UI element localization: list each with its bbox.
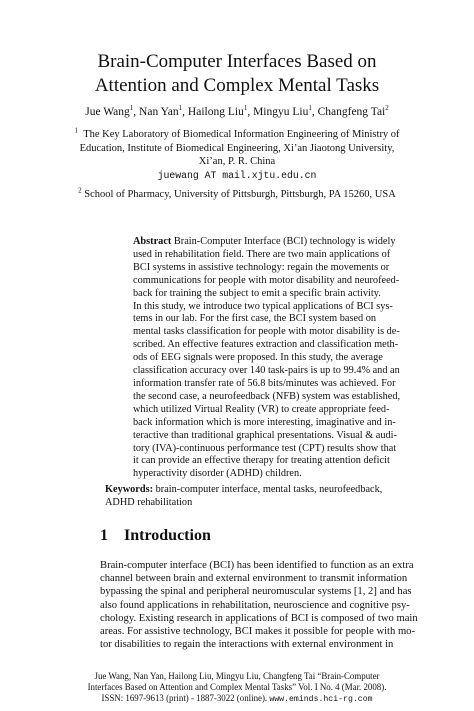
author: Nan Yan$^1$, xyxy=(139,104,188,118)
body-text xyxy=(100,559,442,651)
body-line: Brain-computer interface (BCI) has been identified to function as an extra xyxy=(100,560,414,571)
section-title: Introduction xyxy=(124,527,211,544)
author: Jue Wang$^1$, xyxy=(85,104,140,118)
section-heading xyxy=(100,527,211,545)
body-line: tor disabilities to regain the interactions with external environment in xyxy=(100,639,394,651)
paper-title xyxy=(0,50,474,98)
author: Changfeng Tai$^2$ xyxy=(317,104,389,118)
body-line: channel between brain and external environment to transmit information xyxy=(100,573,408,585)
abstract-label: Abstract xyxy=(133,236,172,247)
keywords: Keywords: brain-computer interface, mental tasks, neurofeedback, ADHD rehabilitation xyxy=(105,484,383,508)
author: Mingyu Liu$^1$, xyxy=(253,104,318,118)
affiliation-1: $^1$ The Key Laboratory of Biomedical Information Engineering of Ministry of Education, Institute of Biomedical Engineering, Xi’an Jiaotong University, Xi’an, P. R. China juewang AT mail.xjtu.edu.cn xyxy=(0,128,474,182)
keywords-label: Keywords: xyxy=(105,484,154,495)
affiliation-2: $^2$ School of Pharmacy, University of Pittsburgh, Pittsburgh, PA 15260, USA xyxy=(78,186,396,200)
body-line: also found applications in rehabilitation, neuroscience and cognitive psy- xyxy=(100,599,410,611)
title-line-2: Attention and Complex Mental Tasks xyxy=(94,75,380,96)
abstract: Abstract Brain-Computer Interface (BCI) technology is widely used in rehabilitation field. There are two main applications of BCI systems in assistive technology: regain the movements or communications for people with motor disability and neurofeed- back for training the subject to emit a specific brain activity. In this study, we introduce two typical applications of BCI sys- tems in our lab. For the first case, the BCI system based on mental tasks classification for people with motor disability is de- scribed. An effective features extraction and classification meth- ods of EEG signals were proposed. In this study, the average classification accuracy over 140 task-pairs is up to 99.4% and an information transfer rate of 56.8 bits/minutes was achieved. For the second case, a neurofeedback (NFB) system was established, which utilized Virtual Reality (VR) to create appropriate feed- back information which is more interesting, imaginative and in- teractive than traditional graphical presentations. Visual & audi- tory (IVA)-continuous performance test (CPT) results show that it can provide an effective therapy for treating attention deficit hyperactivity disorder (ADHD) children. xyxy=(133,236,401,480)
author: Hailong Liu$^1$, xyxy=(187,104,254,118)
title-line-1: Brain-Computer Interfaces Based on xyxy=(97,51,377,72)
citation-footer: Jue Wang, Nan Yan, Hailong Liu, Mingyu Liu, Changfeng Tai “Brain-Computer Interfaces Based on Attention and Complex Mental Tasks” Vol. I No. 4 (Mar. 2008). ISSN: 1697-9613 (print) - 1887-3022 (online). www.eminds.hci-rg.com xyxy=(87,671,387,704)
section-number: 1 xyxy=(100,527,108,544)
body-line: bypassing the spinal and peripheral neuromuscular systems [1, 2] and has xyxy=(100,586,412,598)
journal-url[interactable]: www.eminds.hci-rg.com xyxy=(269,695,373,704)
author-email: juewang AT mail.xjtu.edu.cn xyxy=(157,169,317,181)
body-line: chology. Existing research in applications of BCI is composed of two main xyxy=(100,612,418,624)
author-list xyxy=(0,106,474,118)
body-line: areas. For assistive technology, BCI makes it possible for people with mo- xyxy=(100,626,416,638)
